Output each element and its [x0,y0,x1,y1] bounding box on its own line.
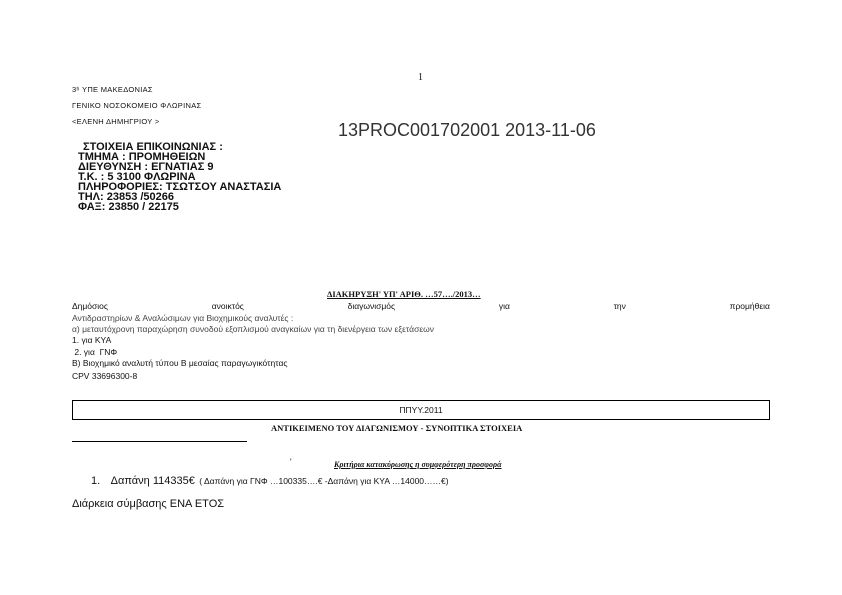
announcement-title: ΔΙΑΚΗΡΥΞΗ' ΥΠ' ΑΡΙΘ. …57…./2013… [327,289,481,299]
subject-title: ΑΝΤΙΚΕΙΜΕΝΟ ΤΟΥ ΔΙΑΓΩΝΙΣΜΟΥ - ΣΥΝΟΠΤΙΚΑ ΣΤΟΙΧΕΙΑ [271,423,523,433]
intro-row [72,301,770,311]
ppyy-label: ΠΠΥΥ.2011 [399,405,443,415]
contact-fax: ΦΑΞ: 23850 / 22175 [78,201,179,213]
intro-word: προμήθεια [729,301,770,311]
contract-duration: Διάρκεια σύμβασης ΕΝΑ ΕΤΟΣ [72,498,225,510]
body-line-gnf: 2. για ΓΝΦ [72,347,118,357]
contact-department: ΤΜΗΜΑ : ΠΡΟΜΗΘΕΙΩΝ [78,151,206,163]
body-line-equipment: α) μεταυτόχρονη παραχώρηση συνοδού εξοπλισμού αναγκαίων για τη διενέργεια των εξετάσεων [72,324,435,334]
cost-item [91,471,449,489]
intro-word: Δημόσιος [72,301,108,311]
contact-postcode: Τ.Κ. : 5 3100 ΦΛΩΡΙΝΑ [78,171,196,183]
header-address: <ΕΛΕΝΗ ΔΗΜΗΓΡΙΟΥ > [72,117,160,126]
body-line-reagents: Αντιδραστηρίων & Αναλώσιμων για Βιοχημικούς αναλυτές : [72,313,294,323]
body-line-cpv: CPV 33696300-8 [72,371,138,381]
contact-block [78,142,281,212]
intro-word: για [498,301,510,311]
intro-word: διαγωνισμός [347,301,396,311]
intro-word: την [613,301,626,311]
divider-line [72,441,247,442]
intro-word: ανοικτός [211,301,244,311]
header-hospital: ΓΕΝΙΚΟ ΝΟΣΟΚΟΜΕΙΟ ΦΛΩΡΙΝΑΣ [72,101,202,110]
page-number: 1 [418,72,423,83]
document-code: 13PROC001702001 2013-11-06 [338,120,596,140]
cost-item-detail: ( Δαπάνη για ΓΝΦ …100335….€ -Δαπάνη για ΚΥΑ …14000……€) [199,476,449,486]
tick-mark: ' [290,457,292,467]
contact-title: ΣΤΟΙΧΕΙΑ ΕΠΙΚΟΙΝΩΝΙΑΣ : [83,141,223,153]
body-line-analyzer: Β) Βιοχημικό αναλυτή τύπου Β μεσαίας παραγωγικότητας [72,358,288,368]
cost-item-number: 1. [91,475,101,487]
contact-info: ΠΛΗΡΟΦΟΡΙΕΣ: ΤΣΩΤΣΟΥ ΑΝΑΣΤΑΣΙΑ [78,181,282,193]
award-criteria: Κριτήρια κατακύρωσης η συμφερότερη προσφορά [334,460,502,469]
cost-item-total: Δαπάνη 114335€ [110,475,195,487]
body-line-kya: 1. για ΚΥΑ [72,335,112,345]
ppyy-box [72,400,770,420]
contact-address: ΔΙΕΥΘΥΝΣΗ : ΕΓΝΑΤΙΑΣ 9 [78,161,214,173]
header-authority: 3ʰ ΥΠΕ ΜΑΚΕΔΟΝΙΑΣ [72,85,153,94]
contact-phone: ΤΗΛ: 23853 /50266 [78,191,175,203]
